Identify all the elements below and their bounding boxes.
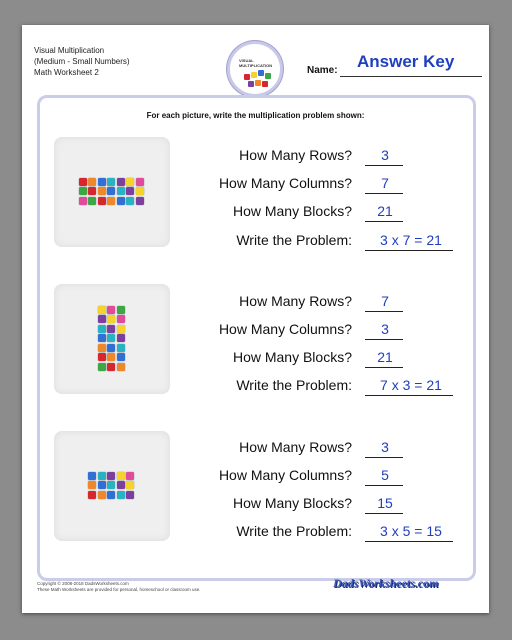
question-problem: Write the Problem: [236,232,352,248]
logo-cube [244,74,250,80]
title-line-3: Math Worksheet 2 [34,68,99,77]
answer-line [365,513,403,514]
answer-blocks: 15 [377,495,393,511]
answer-problem: 3 x 7 = 21 [380,232,442,248]
block-cube [88,178,96,186]
usage-note: These Math Worksheets are provided for personal, homeschool or classroom use. [37,587,201,592]
block-cube [98,197,106,205]
dadsworksheets-logo[interactable]: DadsWorksheets.com [333,576,439,590]
block-cube [126,472,134,480]
block-cube [98,187,106,195]
block-cube [117,491,125,499]
logo-cube [262,81,268,87]
answer-columns: 3 [381,321,389,337]
block-cube [88,491,96,499]
answer-line [365,165,403,166]
question-blocks: How Many Blocks? [232,203,352,219]
answer-problem: 7 x 3 = 21 [380,377,442,393]
blocks-picture-3 [54,431,170,541]
question-problem: Write the Problem: [236,377,352,393]
block-cube [136,197,144,205]
worksheet-title [34,45,130,78]
question-columns: How Many Columns? [218,467,352,483]
block-cube [117,187,125,195]
block-cube [107,334,115,342]
answer-columns: 5 [381,467,389,483]
block-cube [98,363,106,371]
answer-rows: 7 [381,293,389,309]
block-cube [98,325,106,333]
block-cube [98,472,106,480]
block-cube [107,187,115,195]
block-cube [98,353,106,361]
question-rows: How Many Rows? [239,293,352,309]
name-label: Name: [307,65,338,76]
block-cube [136,187,144,195]
block-cube [98,306,106,314]
title-line-1: Visual Multiplication [34,46,105,55]
answer-line [365,339,403,340]
block-cube [107,491,115,499]
worksheet-page [22,25,489,613]
question-columns: How Many Columns? [218,175,352,191]
logo-cube [265,73,271,79]
block-cube [117,315,125,323]
answer-rows: 3 [381,147,389,163]
question-rows: How Many Rows? [239,147,352,163]
block-cube [98,344,106,352]
block-cube [107,315,115,323]
block-cube [88,481,96,489]
logo-cube [251,72,257,78]
logo-cube [248,81,254,87]
visual-multiplication-logo [227,41,283,97]
block-cube [98,315,106,323]
blocks-picture-2 [54,284,170,394]
block-cube [79,197,87,205]
block-cube [117,481,125,489]
answer-line [365,221,403,222]
block-cube [136,178,144,186]
answer-line [365,485,403,486]
answer-problem: 3 x 5 = 15 [380,523,442,539]
block-cube [107,363,115,371]
block-cube [88,472,96,480]
answer-line [365,193,403,194]
block-cube [79,178,87,186]
answer-rows: 3 [381,439,389,455]
block-cube [117,344,125,352]
answer-line [365,541,453,542]
block-cube [117,472,125,480]
title-line-2: (Medium - Small Numbers) [34,57,130,66]
block-cube [88,197,96,205]
block-cube [98,481,106,489]
block-cube [117,334,125,342]
block-cube [88,187,96,195]
block-cube [117,353,125,361]
block-cube [98,334,106,342]
footer [37,581,201,593]
block-cube [126,187,134,195]
block-cube [98,178,106,186]
block-cube [117,178,125,186]
copyright-text: Copyright © 2008-2018 DadsWorksheets.com [37,581,129,586]
answer-line [365,367,403,368]
name-line[interactable] [340,76,482,77]
blocks-picture-1 [54,137,170,247]
block-cube [107,344,115,352]
block-cube [107,197,115,205]
block-cube [117,197,125,205]
block-cube [107,325,115,333]
block-cube [107,481,115,489]
block-cube [126,481,134,489]
block-cube [117,363,125,371]
logo-cube [255,80,261,86]
block-cube [126,178,134,186]
instructions: For each picture, write the multiplication problem shown: [146,111,365,120]
logo-cube [258,70,264,76]
block-cube [126,197,134,205]
block-cube [107,472,115,480]
answer-blocks: 21 [377,203,393,219]
block-cube [117,325,125,333]
block-cube [107,353,115,361]
question-rows: How Many Rows? [239,439,352,455]
answer-line [365,311,403,312]
block-cube [126,491,134,499]
question-blocks: How Many Blocks? [232,349,352,365]
answer-line [365,395,453,396]
block-cube [117,306,125,314]
block-cube [98,491,106,499]
logo-text: VISUAL MULTIPLICATION [239,58,273,68]
answer-line [365,250,453,251]
answer-line [365,457,403,458]
answer-key-label: Answer Key [357,52,455,71]
block-cube [107,306,115,314]
answer-columns: 7 [381,175,389,191]
block-cube [79,187,87,195]
block-cube [107,178,115,186]
question-blocks: How Many Blocks? [232,495,352,511]
answer-blocks: 21 [377,349,393,365]
question-problem: Write the Problem: [236,523,352,539]
question-columns: How Many Columns? [218,321,352,337]
